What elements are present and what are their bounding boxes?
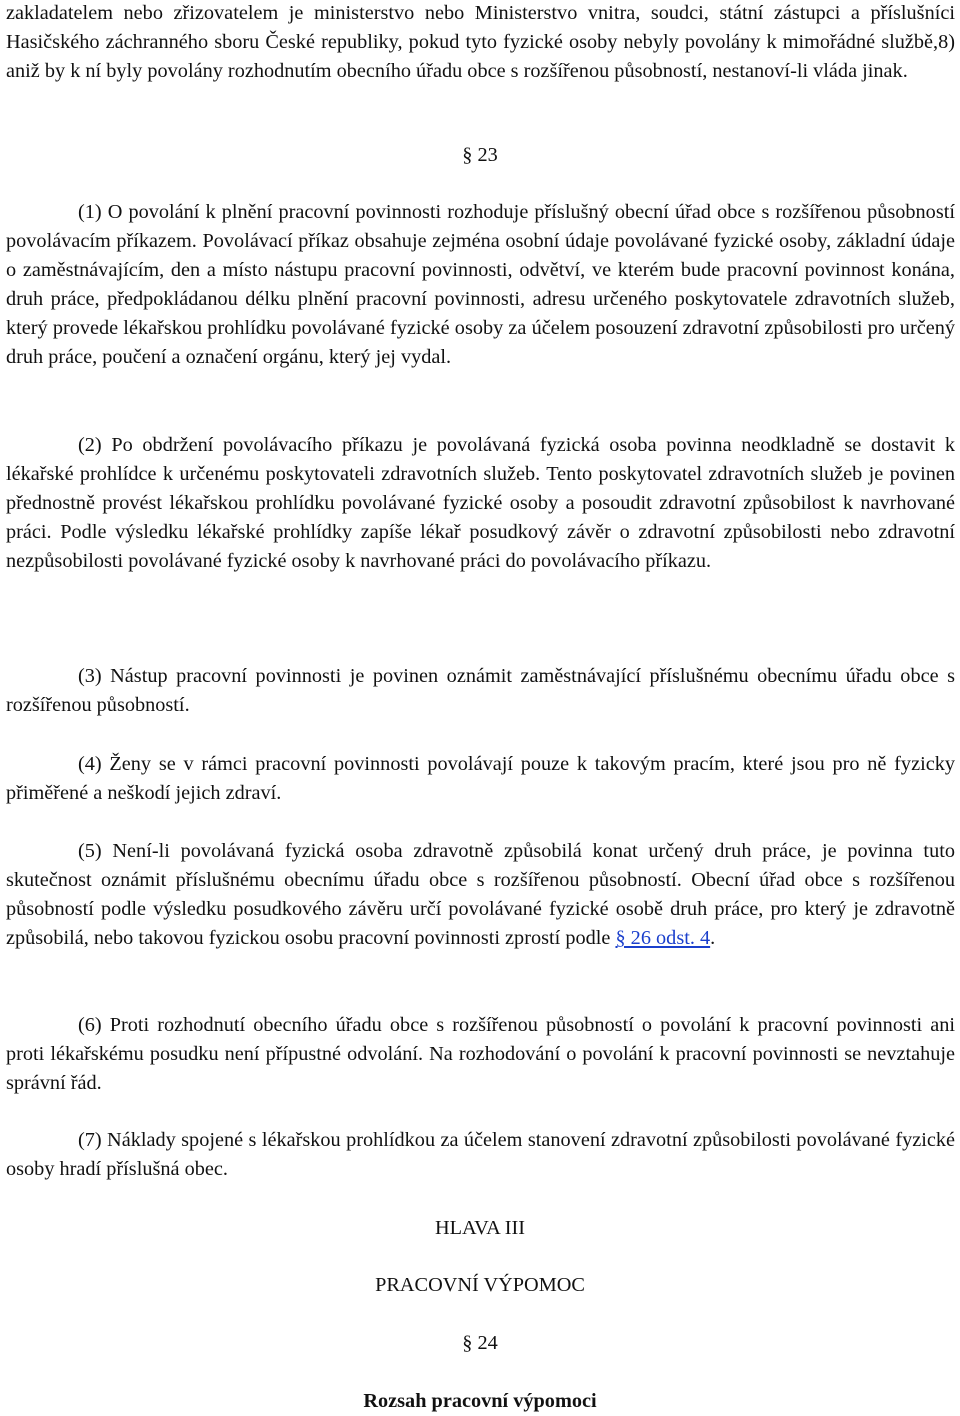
- section-26-link[interactable]: § 26 odst. 4: [615, 927, 711, 949]
- paragraph-6: (6) Proti rozhodnutí obecního úřadu obce s rozšířenou působností o povolání k pracovní povinnosti ani proti lékařskému posudku není přípustné odvolání. Na rozhodování o povolání k pracovní povinnosti se nevztahuje správní řád.: [6, 1014, 955, 1094]
- paragraph-5: [6, 837, 955, 953]
- section-23-heading: § 23: [462, 144, 498, 166]
- paragraph-5-end: .: [710, 927, 716, 949]
- chapter-heading: HLAVA III: [435, 1217, 525, 1239]
- paragraph-3: (3) Nástup pracovní povinnosti je povinen oznámit zaměstnávající příslušnému obecnímu úřadu obce s rozšířenou působností.: [6, 665, 955, 716]
- paragraph-7: (7) Náklady spojené s lékařskou prohlídkou za účelem stanovení zdravotní způsobilosti povolávané fyzické osoby hradí příslušná obec.: [6, 1129, 955, 1180]
- paragraph-2: (2) Po obdržení povolávacího příkazu je povolávaná fyzická osoba povinna neodkladně se dostavit k lékařské prohlídce k určenému poskytovateli zdravotních služeb. Tento poskytovatel zdravotních služeb je povinen přednostně provést lékařskou prohlídku povolávané fyzické osoby a posoudit zdravotní způsobilost k navrhované práci. Podle výsledku lékařské prohlídky zapíše lékař posudkový závěr o zdravotní způsobilosti nebo zdravotní nezpůsobilosti povolávané fyzické osoby k navrhované práci do povolávacího příkazu.: [6, 434, 955, 572]
- paragraph-4: (4) Ženy se v rámci pracovní povinnosti povolávají pouze k takovým pracím, které jsou pro ně fyzicky přiměřené a neškodí jejich zdraví.: [6, 753, 955, 804]
- section-24-title: Rozsah pracovní výpomoci: [363, 1390, 597, 1412]
- intro-paragraph: zakladatelem nebo zřizovatelem je ministerstvo nebo Ministerstvo vnitra, soudci, státní zástupci a příslušníci Hasičského záchranného sboru České republiky, pokud tyto fyzické osoby nebyly povolány k mimořádné službě,8) aniž by k ní byly povolány rozhodnutím obecního úřadu obce s rozšířenou působností, nestanoví-li vláda jinak.: [6, 2, 955, 82]
- section-24-heading: § 24: [462, 1332, 498, 1354]
- paragraph-1: (1) O povolání k plnění pracovní povinnosti rozhoduje příslušný obecní úřad obce s rozšířenou působností povolávacím příkazem. Povolávací příkaz obsahuje zejména osobní údaje povolávané fyzické osoby, základní údaje o zaměstnávajícím, den a místo nástupu pracovní povinnosti, odvětví, ve kterém bude pracovní povinnost konána, druh práce, předpokládanou délku plnění pracovní povinnosti, adresu určeného poskytovatele zdravotních služeb, který provede lékařskou prohlídku povolávané fyzické osoby za účelem posouzení zdravotní způsobilosti pro určený druh práce, poučení a označení orgánu, který jej vydal.: [6, 201, 955, 368]
- paragraph-5-text: (5) Není-li povolávaná fyzická osoba zdravotně způsobilá konat určený druh práce, je povinna tuto skutečnost oznámit příslušnému obecnímu úřadu obce s rozšířenou působností. Obecní úřad obce s rozšířenou působností podle výsledku posudkového závěru určí povolávané fyzické osobě druh práce, pro který je zdravotně způsobilá, nebo takovou fyzickou osobu pracovní povinnosti zprostí podle: [6, 840, 955, 949]
- chapter-title: PRACOVNÍ VÝPOMOC: [375, 1274, 585, 1296]
